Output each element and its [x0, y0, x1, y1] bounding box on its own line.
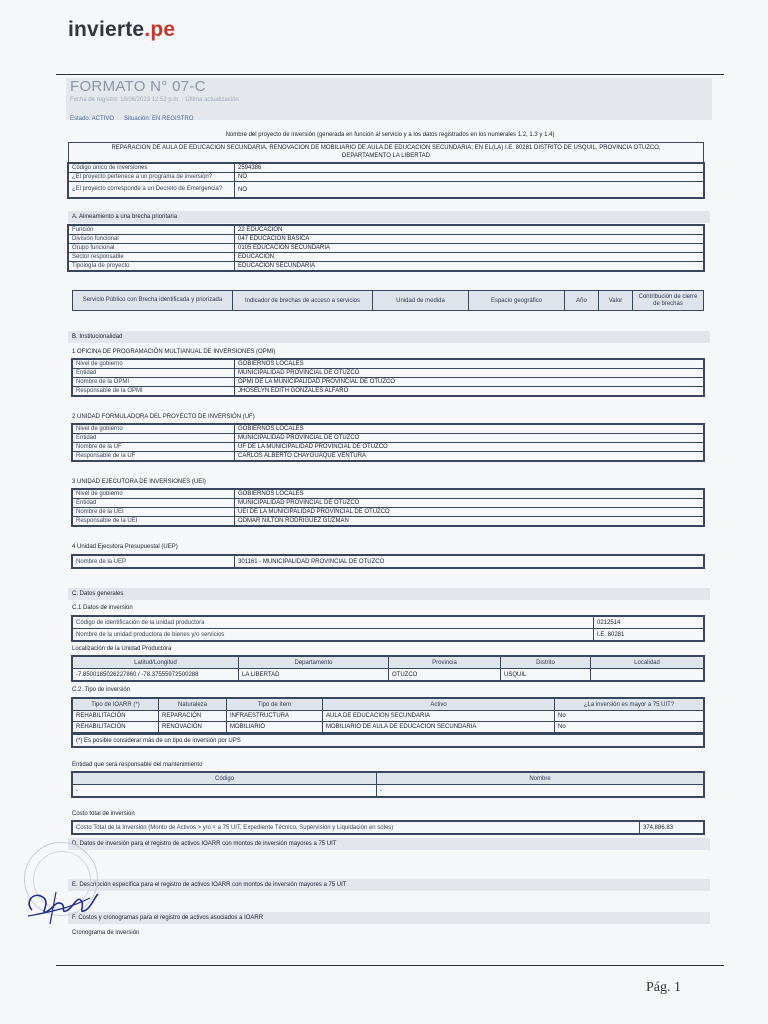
uei-table [72, 489, 704, 526]
project-info-table [68, 163, 704, 198]
mantenimiento-table [72, 772, 704, 797]
table-row: Sector responsable EDUCACION [69, 253, 704, 262]
uei-title: 3 UNIDAD EJECUTORA DE INVERSIONES (UEI) [72, 479, 206, 485]
opmi-title: 1 OFICINA DE PROGRAMACIÓN MULTIANUAL DE INVERSIONES (OPMI) [72, 349, 276, 355]
table-row: Grupo funcional 0105 EDUCACIÓN SECUNDARIA [69, 244, 704, 253]
cronograma-label: Cronograma de inversión [72, 930, 140, 936]
table-row: REHABILITACIÓN REPARACIÓN INFRAESTRUCTURA AULA DE EDUCACION SECUNDARIA No [73, 711, 704, 722]
table-row: ¿El proyecto pertenece a un programa de inversión? NO [69, 173, 704, 182]
section-f-header: F. Costos y cronogramas para el registro de activos asociados a IOARR [68, 912, 710, 924]
table-row: Nombre de la OPMI OPMI DE LA MUNICIPALIDAD PROVINCIAL DE OTUZCO [73, 378, 704, 387]
handwritten-signature [20, 880, 110, 928]
section-b-header: B. Institucionalidad [68, 331, 710, 343]
c2-title: C.2. Tipo de inversión [72, 687, 131, 693]
localizacion-title: Localización de la Unidad Productora [72, 646, 172, 652]
table-header-row: Latitud/Longitud Departamento Provincia Distrito Localidad [73, 657, 704, 669]
table-row: Nivel de gobierno GOBIERNOS LOCALES [73, 425, 704, 434]
table-row: - - [73, 785, 704, 797]
table-header-row: Servicio Público con Brecha identificada y priorizada Indicador de brechas de acceso a servicios Unidad de medida Espacio geográfico Año Valor Contribución de cierre de brechas [73, 291, 704, 311]
table-row: Costo Total de la Inversión (Monto de Activos > y/o < a 75 UIT, Expediente Técnico, Supervisión y Liquidación en soles) 374,886.83 [73, 822, 704, 834]
costo-title: Costo total de inversión [72, 811, 135, 817]
table-row: Responsable de la UF CARLOS ALBERTO CHAYGUAQUE VENTURA [73, 452, 704, 461]
section-e-header: E. Descripción específica para el registro de activos IOARR con montos de inversión mayores a 75 UIT [68, 879, 710, 891]
uep-title: 4 Unidad Ejecutora Presupuestal (UEP) [72, 544, 178, 550]
page-number: Pág. 1 [646, 980, 681, 995]
situacion-text: Situación: EN REGISTRO [124, 116, 194, 122]
localizacion-table [72, 656, 704, 681]
table-row: Nivel de gobierno GOBIERNOS LOCALES [73, 360, 704, 369]
form-subtitle-date: Fecha de registro: 16/06/2023 12:52 p.m. · Última actualización [70, 97, 239, 103]
c1-title: C.1 Datos de inversión [72, 605, 133, 611]
table-row: Entidad MUNICIPALIDAD PROVINCIAL DE OTUZCO [73, 434, 704, 443]
opmi-table [72, 359, 704, 396]
c2-note-row [72, 734, 704, 747]
section-c-header: C. Datos generales [68, 588, 710, 600]
table-row: -7.8500185026227860 / -78.37555972500288 LA LIBERTAD OTUZCO USQUIL [73, 669, 704, 681]
section-d-header: D. Datos de inversión para el registro de activos IOARR con montos de inversión mayores a 75 UIT [68, 838, 710, 850]
footer-divider [56, 965, 724, 966]
section-a-table [68, 225, 704, 271]
table-row: Código de identificación de la unidad productora 0212514 [73, 617, 704, 629]
table-row: Función 22 EDUCACIÓN [69, 226, 704, 235]
project-name-box: REPARACION DE AULA DE EDUCACION SECUNDARIA, RENOVACION DE MOBILIARIO DE AULA DE EDUCACION SECUNDARIA; EN EL(LA) I.E. 80281 DISTRITO DE USQUIL, PROVINCIA OTUZCO, DEPARTAMENTO LA LIBERTAD [68, 142, 704, 163]
table-row: Nivel de gobierno GOBIERNOS LOCALES [73, 490, 704, 499]
table-row: Código único de inversiones 2594386 [69, 164, 704, 173]
table-row: Entidad MUNICIPALIDAD PROVINCIAL DE OTUZCO [73, 499, 704, 508]
form-title: FORMATO N° 07-C [70, 78, 206, 95]
table-row: Entidad MUNICIPALIDAD PROVINCIAL DE OTUZCO [73, 369, 704, 378]
table-row: Nombre de la UEI UEI DE LA MUNICIPALIDAD PROVINCIAL DE OTUZCO [73, 508, 704, 517]
brecha-header-table [72, 290, 704, 311]
table-row: Nombre de la UEP 301161 - MUNICIPALIDAD PROVINCIAL DE OTUZCO [73, 556, 704, 568]
table-row: División funcional 047 EDUCACIÓN BÁSICA [69, 235, 704, 244]
project-name-label: Nombre del proyecto de inversión (generada en función al servicio y a los datos registrados en los numerales 1.2, 1.3 y 1.4) [225, 132, 555, 138]
table-row: Responsable de la OPMI JHOSELYN EDITH GONZALES ALFARO [73, 387, 704, 396]
uf-title: 2 UNIDAD FORMULADORA DEL PROYECTO DE INVERSIÓN (UF) [72, 414, 255, 420]
c1-table [72, 616, 704, 641]
section-a-header: A. Alineamiento a una brecha prioritaria [68, 211, 710, 223]
table-row: ¿El proyecto corresponde a un Decreto de Emergencia? NO [69, 182, 704, 198]
uep-table [72, 555, 704, 568]
table-header-row: Código Nombre [73, 773, 704, 785]
uf-table [72, 424, 704, 461]
table-row: REHABILITACIÓN RENOVACIÓN MOBILIARIO MOBILIARIO DE AULA DE EDUCACION SECUNDARIA No [73, 722, 704, 733]
table-row: Responsable de la UEI ODMAR NILTON RODRIGUEZ GUZMAN [73, 517, 704, 526]
mantenimiento-title: Entidad que será responsable del mantenimiento [72, 762, 203, 768]
table-row: Nombre de la UF UF DE LA MUNICIPALIDAD PROVINCIAL DE OTUZCO [73, 443, 704, 452]
costo-total-value: 374,886.83 [640, 822, 704, 834]
table-row: Nombre de la unidad productora de bienes y/o servicios I.E. 80281 [73, 629, 704, 641]
form-status [70, 116, 203, 122]
table-row: (*) Es posible considerar más de un tipo de inversión por UPS [73, 735, 704, 747]
estado-text: Estado: ACTIVO [70, 116, 115, 122]
table-header-row: Tipo de IOARR (*) Naturaleza Tipo de ítem Activo ¿La inversión es mayor a 75 UIT? [73, 699, 704, 711]
table-row: Tipología de proyecto EDUCACIÓN SECUNDARIA [69, 262, 704, 271]
header-divider [56, 74, 724, 75]
costo-table [72, 821, 704, 834]
c2-table [72, 698, 704, 733]
invierte-logo: invierte.pe [68, 18, 176, 41]
